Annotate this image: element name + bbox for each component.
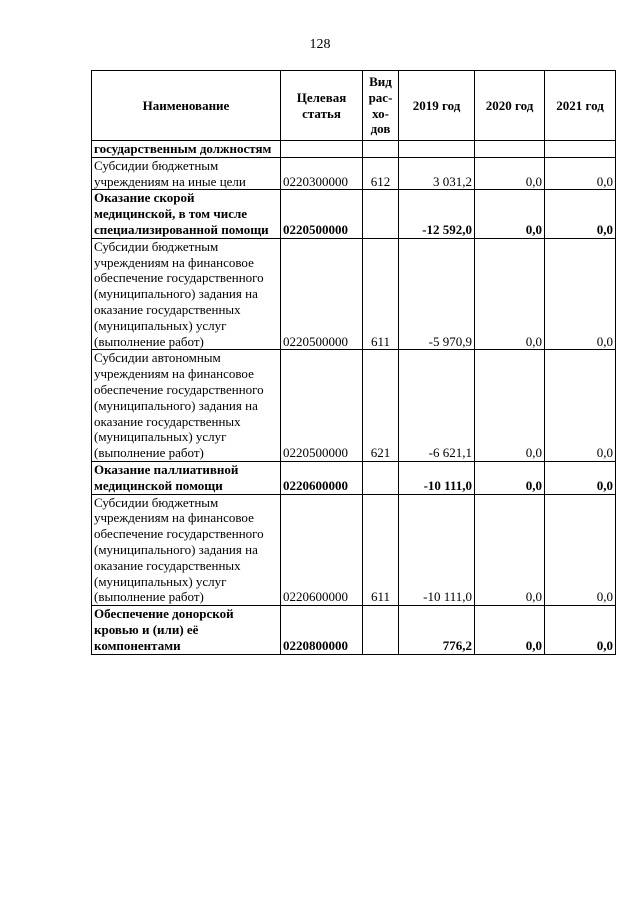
expense-type-cell (363, 141, 399, 158)
name-cell: Обеспечение донорской кровью и (или) её компонентами (92, 606, 281, 654)
year-2021-cell: 0,0 (545, 350, 616, 462)
expense-type-cell: 611 (363, 238, 399, 350)
table-row (92, 157, 616, 190)
expense-type-cell: 621 (363, 350, 399, 462)
year-2019-cell: -12 592,0 (399, 190, 475, 238)
table-body (92, 141, 616, 655)
year-2019-cell: 3 031,2 (399, 157, 475, 190)
target-article-cell: 0220300000 (281, 157, 363, 190)
name-cell: Оказание паллиативной медицинской помощи (92, 461, 281, 494)
header-row (92, 71, 616, 141)
year-2020-cell: 0,0 (475, 238, 545, 350)
year-2021-cell: 0,0 (545, 157, 616, 190)
budget-table (91, 70, 616, 655)
header-target-article: Целевая статья (281, 71, 363, 141)
year-2019-cell: -6 621,1 (399, 350, 475, 462)
year-2019-cell: 776,2 (399, 606, 475, 654)
target-article-cell: 0220600000 (281, 494, 363, 606)
table-row (92, 350, 616, 462)
table-row (92, 141, 616, 158)
year-2020-cell: 0,0 (475, 350, 545, 462)
header-name: Наименование (92, 71, 281, 141)
target-article-cell: 0220800000 (281, 606, 363, 654)
year-2021-cell: 0,0 (545, 461, 616, 494)
header-year-2019: 2019 год (399, 71, 475, 141)
year-2020-cell: 0,0 (475, 157, 545, 190)
target-article-cell: 0220500000 (281, 238, 363, 350)
year-2019-cell (399, 141, 475, 158)
table-row (92, 606, 616, 654)
table-row (92, 238, 616, 350)
header-expense-type: Вид рас-хо-дов (363, 71, 399, 141)
table-row (92, 461, 616, 494)
year-2020-cell: 0,0 (475, 461, 545, 494)
expense-type-cell (363, 606, 399, 654)
year-2019-cell: -5 970,9 (399, 238, 475, 350)
year-2021-cell: 0,0 (545, 190, 616, 238)
name-cell: Субсидии бюджетным учреждениям на финансовое обеспечение государственного (муниципального) задания на оказание государственных (муниципальных) услуг (выполнение работ) (92, 494, 281, 606)
page-number: 128 (309, 37, 331, 52)
target-article-cell (281, 141, 363, 158)
expense-type-cell (363, 190, 399, 238)
header-year-2020: 2020 год (475, 71, 545, 141)
target-article-cell: 0220500000 (281, 350, 363, 462)
name-cell: государственным должностям (92, 141, 281, 158)
expense-type-cell (363, 461, 399, 494)
expense-type-cell: 611 (363, 494, 399, 606)
target-article-cell: 0220600000 (281, 461, 363, 494)
year-2021-cell: 0,0 (545, 606, 616, 654)
year-2021-cell: 0,0 (545, 238, 616, 350)
table-row (92, 190, 616, 238)
year-2019-cell: -10 111,0 (399, 494, 475, 606)
name-cell: Субсидии бюджетным учреждениям на финансовое обеспечение государственного (муниципального) задания на оказание государственных (муниципальных) услуг (выполнение работ) (92, 238, 281, 350)
header-year-2021: 2021 год (545, 71, 616, 141)
table-row (92, 494, 616, 606)
year-2020-cell: 0,0 (475, 190, 545, 238)
year-2019-cell: -10 111,0 (399, 461, 475, 494)
expense-type-cell: 612 (363, 157, 399, 190)
year-2020-cell: 0,0 (475, 494, 545, 606)
name-cell: Субсидии автономным учреждениям на финансовое обеспечение государственного (муниципального) задания на оказание государственных (муниципальных) услуг (выполнение работ) (92, 350, 281, 462)
year-2020-cell: 0,0 (475, 606, 545, 654)
year-2021-cell: 0,0 (545, 494, 616, 606)
name-cell: Субсидии бюджетным учреждениям на иные цели (92, 157, 281, 190)
target-article-cell: 0220500000 (281, 190, 363, 238)
name-cell: Оказание скорой медицинской, в том числе специализированной помощи (92, 190, 281, 238)
year-2020-cell (475, 141, 545, 158)
year-2021-cell (545, 141, 616, 158)
